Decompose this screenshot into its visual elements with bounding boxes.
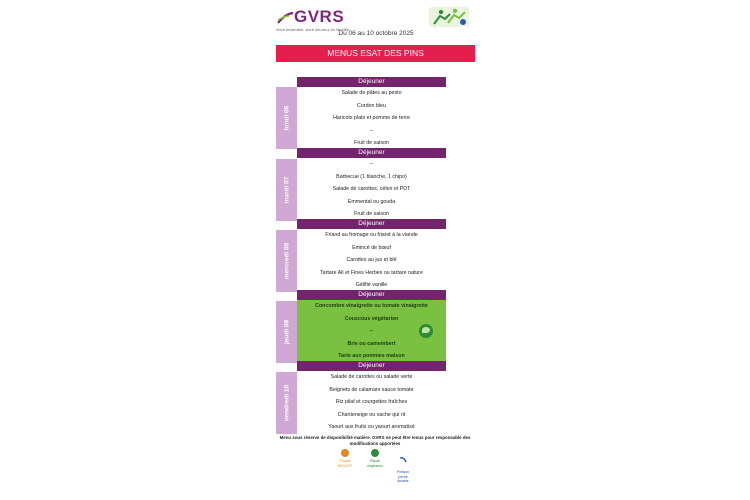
menu-item: Salade de pâtes au pesto <box>341 90 402 96</box>
legend-vegetarian <box>360 449 390 468</box>
menu-item: Yaourt aux fruits ou yaourt aromatisé <box>328 424 415 430</box>
menu-item: Emincé de bœuf <box>352 244 391 251</box>
availability-disclaimer: Menu sous réserve de disponibilité matière. GVRS ne peut être tenus pour responsable des modifications apportées <box>279 435 471 446</box>
legend-label: Repas végétarien <box>367 459 383 468</box>
day-tab-friday <box>276 372 297 434</box>
vegetarian-leaf-icon <box>371 449 379 457</box>
menu-item: Tartare Ail et Fines Herbes ou tartare nature <box>319 269 424 276</box>
day-label: lundi 06 <box>283 105 290 131</box>
organic-product-icon <box>341 449 349 457</box>
day-tab-wednesday <box>276 230 297 292</box>
menu-item: Chanteneige ou vache qui rit <box>337 411 406 418</box>
meal-header: Déjeuner <box>297 290 446 300</box>
menu-item: Beignets de calamars sauce tomate <box>329 386 414 393</box>
legend-label: Produit BIO/CDF <box>338 459 352 468</box>
menu-item: Cordon bleu <box>357 102 386 109</box>
menu-item: Carottes au jus et blé <box>346 257 397 263</box>
meal-header: Déjeuner <box>297 148 446 158</box>
menu-item: Haricots plats et pomme de terre <box>333 115 410 121</box>
legend-sustainable-fish <box>388 449 418 484</box>
menu-item: -- <box>369 127 374 134</box>
day-tab-tuesday <box>276 159 297 221</box>
day-label: mardi 07 <box>283 176 290 204</box>
menu-item: -- <box>369 161 374 167</box>
day-tab-monday <box>276 87 297 149</box>
day-label: jeudi 09 <box>283 319 290 345</box>
logo-tagline: Vivre ensemble, vivre heureux en Vendée <box>276 28 350 32</box>
menu-title: MENUS ESAT DES PINS <box>276 45 475 62</box>
menu-item: Gélifié vanille <box>355 282 388 288</box>
day-section-monday <box>297 77 446 150</box>
menu-item: Barbecue (1 blanche, 1 chipo) <box>336 173 407 180</box>
day-label: vendredi 10 <box>283 384 290 422</box>
day-section-friday <box>297 361 446 434</box>
legend-label: Poisson pêche durable <box>396 470 410 483</box>
menu-item: Tarte aux pommes maison <box>338 353 405 359</box>
running-figures-badge-icon <box>428 6 470 28</box>
menu-item: -- <box>369 328 374 334</box>
legend-organic <box>330 449 360 468</box>
menu-item: Brie ou camembert <box>347 340 396 347</box>
vegetarian-leaf-icon <box>419 324 433 338</box>
meal-header: Déjeuner <box>297 219 446 229</box>
menu-item: Emmental ou gouda <box>347 198 396 205</box>
meal-header: Déjeuner <box>297 361 446 371</box>
day-label: mercredi 08 <box>283 242 290 280</box>
menu-item: Fruit de saison <box>354 140 389 146</box>
menu-item: Fruit de saison <box>354 211 389 217</box>
meal-header: Déjeuner <box>297 77 446 87</box>
day-tab-thursday <box>276 301 297 363</box>
menu-item: Couscous végétarien <box>344 315 399 322</box>
logo-text: GVRS <box>294 7 345 26</box>
menu-item: Friand au fromage ou friand à la viande <box>325 232 418 238</box>
day-section-wednesday <box>297 219 446 292</box>
menu-item: Salade de carottes ou salade verte <box>330 374 413 380</box>
fish-icon <box>399 456 407 464</box>
date-range: Du 06 au 10 octobre 2025 <box>338 30 414 37</box>
menu-item: Salade de carottes, céleri et PDT <box>332 186 411 192</box>
menu-item: Concombre vinaigrette ou tomate vinaigrette <box>315 303 428 309</box>
day-section-tuesday <box>297 148 446 221</box>
logo-swoosh-icon <box>276 10 294 26</box>
menu-item: Riz pilaf et courgettes fraîches <box>335 399 408 405</box>
